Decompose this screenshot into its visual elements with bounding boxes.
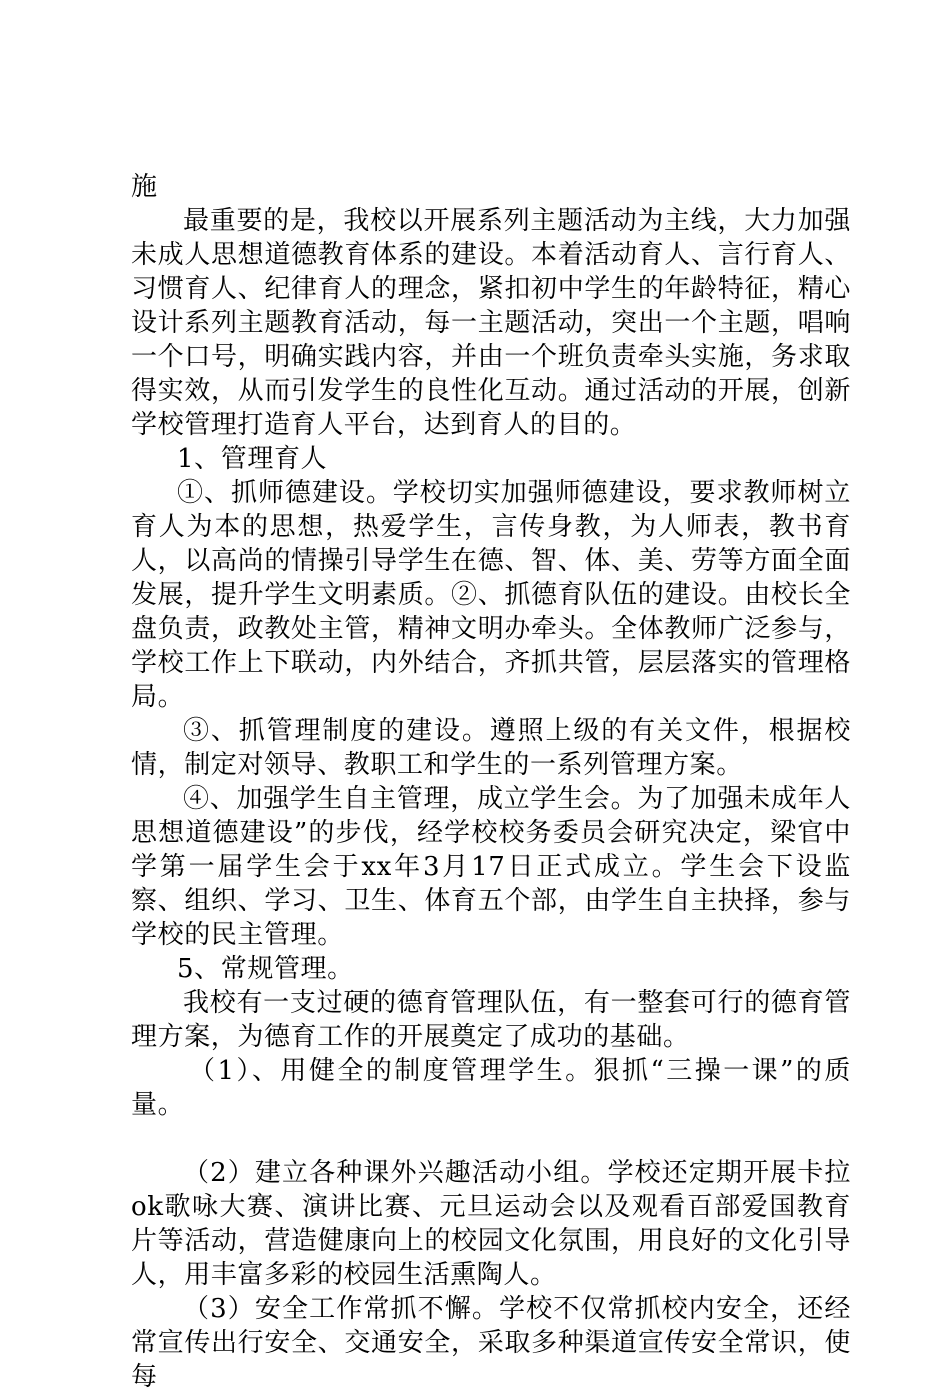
paragraph-theme-activities: 最重要的是，我校以开展系列主题活动为主线，大力加强未成人思想道德教育体系的建设。本着活动育人、言行育人、习惯育人、纪律育人的理念，紧扣初中学生的年龄特征，精心设计系列主题教育活动，每一主题活动，突出一个主题，唱响一个口号，明确实践内容，并由一个班负责牵头实施，务求取得实效，从而引发学生的良性化互动。通过活动的开展，创新学校管理打造育人平台，达到育人的目的。	[131, 206, 851, 440]
paragraph-fragment: 施	[131, 172, 158, 202]
paragraph-teacher-ethics: ①、抓师德建设。学校切实加强师德建设，要求教师树立育人为本的思想，热爱学生，言传身教，为人师表，教书育人，以高尚的情操引导学生在德、智、体、美、劳等方面全面发展，提升学生文明素质。②、抓德育队伍的建设。由校长全盘负责，政教处主管，精神文明办牵头。全体教师广泛参与，学校工作上下联动，内外结合，齐抓共管，层层落实的管理格局。	[131, 478, 851, 712]
paragraph-moral-team: 我校有一支过硬的德育管理队伍，有一整套可行的德育管理方案，为德育工作的开展奠定了成功的基础。	[131, 988, 851, 1052]
paragraph-student-union: ④、加强学生自主管理，成立学生会。为了加强未成年人思想道德建设”的步伐，经学校校务委员会研究决定，梁官中学第一届学生会于xx年3月17日正式成立。学生会下设监察、组织、学习、卫生、体育五个部，由学生自主抉择，参与学校的民主管理。	[131, 784, 851, 950]
paragraph-item-1: （1）、用健全的制度管理学生。狠抓“三操一课”的质量。	[131, 1056, 851, 1120]
heading-routine-management: 5、常规管理。	[177, 954, 354, 984]
blank-line	[131, 1122, 851, 1156]
heading-management-education: 1、管理育人	[177, 444, 328, 474]
paragraph-item-2: （2）建立各种课外兴趣活动小组。学校还定期开展卡拉ok歌咏大赛、演讲比赛、元旦运动会以及观看百部爱国教育片等活动，营造健康向上的校园文化氛围，用良好的文化引导人，用丰富多彩的校园生活熏陶人。	[131, 1158, 851, 1290]
document-body	[131, 170, 851, 1394]
paragraph-item-3: （3）安全工作常抓不懈。学校不仅常抓校内安全，还经常宣传出行安全、交通安全，采取多种渠道宣传安全常识，使每	[131, 1294, 851, 1392]
paragraph-management-system: ③、抓管理制度的建设。遵照上级的有关文件，根据校情，制定对领导、教职工和学生的一系列管理方案。	[131, 716, 851, 780]
